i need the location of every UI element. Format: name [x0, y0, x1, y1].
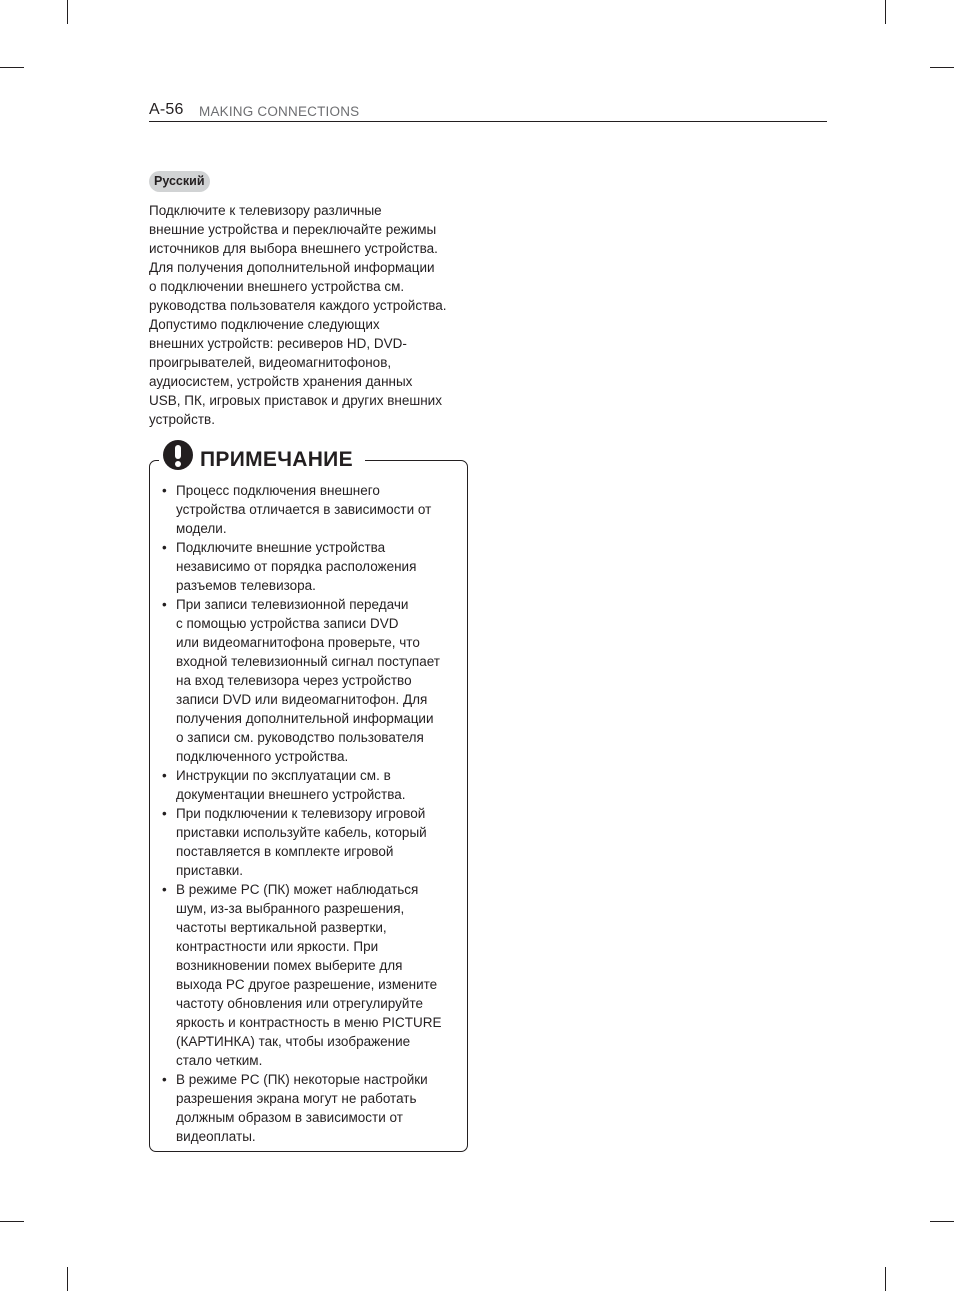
list-item-line: или видеомагнитофона проверьте, что: [176, 635, 420, 650]
list-item-line: возникновении помех выберите для: [176, 958, 403, 973]
list-item-line: шум, из-за выбранного разрешения,: [176, 901, 405, 916]
intro-line: Допустимо подключение следующих: [149, 317, 380, 332]
crop-mark-bottom-left: [67, 1267, 68, 1291]
page-header: [149, 100, 827, 122]
intro-paragraph: [149, 201, 479, 429]
bullet-dot: •: [162, 806, 167, 821]
page-number: A-56: [149, 101, 184, 118]
list-item-line: модели.: [176, 521, 227, 536]
list-item-line: на вход телевизора через устройство: [176, 673, 412, 688]
list-item-line: видеоплаты.: [176, 1129, 256, 1144]
intro-line: аудиосистем, устройств хранения данных: [149, 374, 413, 389]
intro-line: Для получения дополнительной информации: [149, 260, 435, 275]
list-item-line: приставки.: [176, 863, 244, 878]
list-item-line: документации внешнего устройства.: [176, 787, 406, 802]
list-item-line: выхода PC другое разрешение, измените: [176, 977, 438, 992]
list-item-line: частоты вертикальной развертки,: [176, 920, 387, 935]
list-item-line: (КАРТИНКА) так, чтобы изображение: [176, 1034, 411, 1049]
language-badge: Русский: [149, 171, 210, 192]
list-item-line: В режиме PC (ПК) может наблюдаться: [176, 882, 419, 897]
list-item-line: разъемов телевизора.: [176, 578, 316, 593]
list-item: [162, 880, 462, 1070]
intro-line: Подключите к телевизору различные: [149, 203, 382, 218]
list-item-line: частоту обновления или отрегулируйте: [176, 996, 423, 1011]
list-item-line: Инструкции по эксплуатации см. в: [176, 768, 391, 783]
bullet-dot: •: [162, 1072, 167, 1087]
crop-mark-left-bottom: [0, 1221, 24, 1222]
list-item: [162, 595, 462, 766]
bullet-dot: •: [162, 540, 167, 555]
list-item-line: подключенного устройства.: [176, 749, 349, 764]
intro-line: USB, ПК, игровых приставок и других внешних: [149, 393, 442, 408]
list-item: [162, 766, 462, 804]
crop-mark-right-top: [930, 67, 954, 68]
list-item-line: яркость и контрастность в меню PICTURE: [176, 1015, 442, 1030]
crop-mark-right-bottom: [930, 1221, 954, 1222]
crop-mark-top-right: [885, 0, 886, 24]
bullet-dot: •: [162, 483, 167, 498]
intro-line: внешних устройств: ресиверов HD, DVD-: [149, 336, 407, 351]
list-item: [162, 1070, 462, 1146]
list-item-line: Подключите внешние устройства: [176, 540, 386, 555]
intro-line: проигрывателей, видеомагнитофонов,: [149, 355, 392, 370]
bullet-dot: •: [162, 597, 167, 612]
intro-line: устройств.: [149, 412, 215, 427]
list-item-line: разрешения экрана могут не работать: [176, 1091, 417, 1106]
list-item-line: контрастности или яркости. При: [176, 939, 379, 954]
intro-line: руководства пользователя каждого устройства.: [149, 298, 447, 313]
list-item: [162, 804, 462, 880]
exclamation-icon: [162, 439, 194, 471]
bullet-dot: •: [162, 882, 167, 897]
list-item-line: стало четким.: [176, 1053, 263, 1068]
list-item-line: приставки используйте кабель, который: [176, 825, 427, 840]
intro-line: внешние устройства и переключайте режимы: [149, 222, 437, 237]
intro-line: о подключении внешнего устройства см.: [149, 279, 405, 294]
list-item-line: входной телевизионный сигнал поступает: [176, 654, 440, 669]
list-item-line: должным образом в зависимости от: [176, 1110, 403, 1125]
crop-mark-bottom-right: [885, 1267, 886, 1291]
note-title: ПРИМЕЧАНИЕ: [200, 448, 353, 471]
list-item-line: При подключении к телевизору игровой: [176, 806, 426, 821]
list-item-line: поставляется в комплекте игровой: [176, 844, 394, 859]
list-item-line: устройства отличается в зависимости от: [176, 502, 432, 517]
list-item-line: Процесс подключения внешнего: [176, 483, 380, 498]
list-item-line: При записи телевизионной передачи: [176, 597, 409, 612]
list-item-line: независимо от порядка расположения: [176, 559, 417, 574]
note-list: [162, 481, 462, 1146]
list-item-line: о записи см. руководство пользователя: [176, 730, 424, 745]
list-item-line: записи DVD или видеомагнитофон. Для: [176, 692, 428, 707]
list-item-line: с помощью устройства записи DVD: [176, 616, 399, 631]
list-item-line: получения дополнительной информации: [176, 711, 434, 726]
list-item-line: В режиме PC (ПК) некоторые настройки: [176, 1072, 428, 1087]
list-item: [162, 538, 462, 595]
list-item: [162, 481, 462, 538]
crop-mark-top-left: [67, 0, 68, 24]
section-title: MAKING CONNECTIONS: [199, 104, 360, 119]
intro-line: источников для выбора внешнего устройства.: [149, 241, 438, 256]
crop-mark-left-top: [0, 67, 24, 68]
bullet-dot: •: [162, 768, 167, 783]
